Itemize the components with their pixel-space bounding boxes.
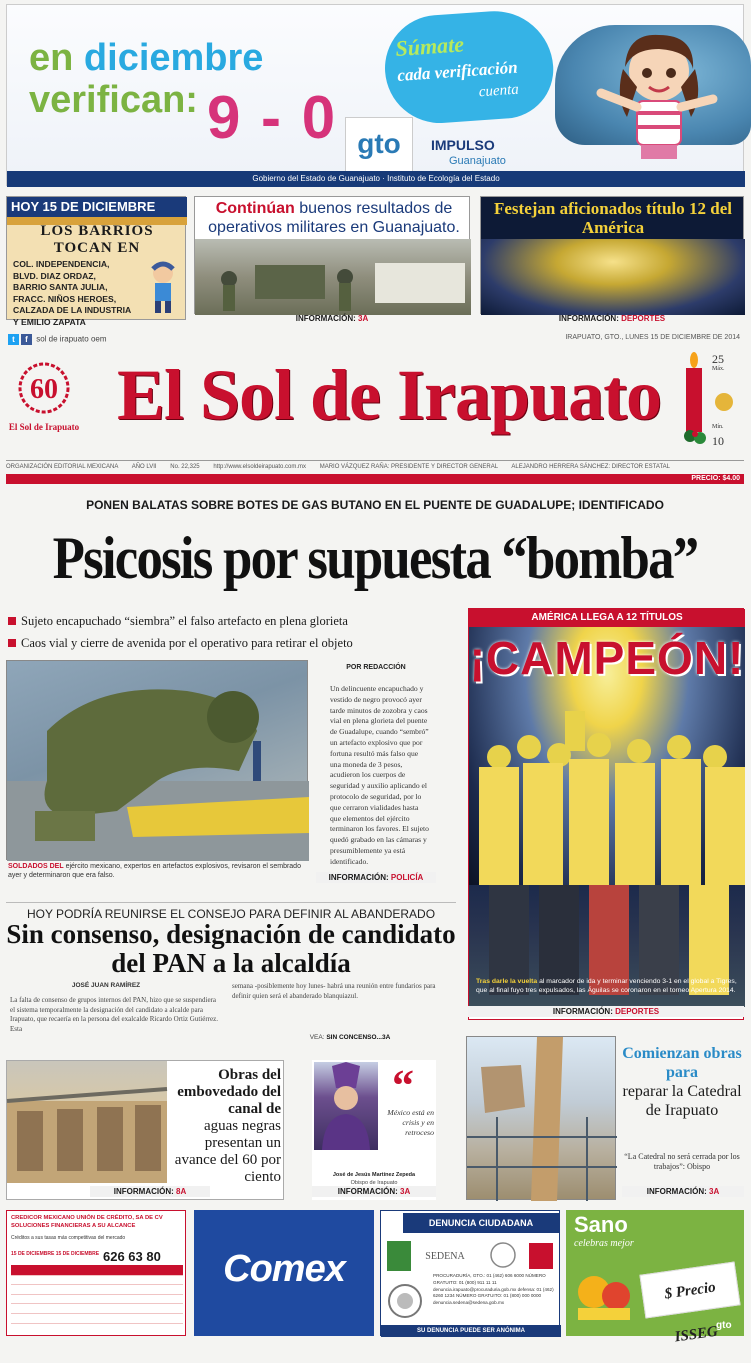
quote-author: José de Jesús Martínez Zepeda	[332, 1172, 416, 1178]
main-bullet-1-text: Sujeto encapuchado “siembra” el falso artefacto en plena glorieta	[21, 614, 348, 628]
pan-body-col-2: semana -posiblemente hoy lunes- habrá una reunión entre fundarios para definir quien será el abanderado blanquiazul.	[232, 982, 436, 1000]
america-fans-title: Festejan aficionados título 12 del América	[494, 199, 732, 237]
militares-info[interactable]: INFORMACIÓN: 3A	[295, 314, 369, 323]
impulso-subtitle: Guanajuato	[449, 155, 506, 167]
denuncia-footer: SU DENUNCIA PUEDE SER ANÓNIMA	[381, 1325, 561, 1337]
soldier-photo	[6, 660, 308, 860]
main-body-text: Un delincuente encapuchado y vestido de negro provocó ayer tarde minutos de zozobra y caos vial en plena glorieta del puente de Guadalupe, cuando “sembró” un artefacto explosivo que por fortuna resultó más falso que una moneda de 3 pesos, acudieron los cuerpos de seguridad y auxilio aplicando el protocolo de seguridad, por lo que cerraron vialidades hasta que elementos del ejército terminaron los favores. El sujeto quedó grabado en las cámaras y presumiblemente ya está identificado.	[330, 684, 429, 866]
credito-line-4: 15 DE DICIEMBRE 15 DE DICIEMBRE	[11, 1251, 100, 1257]
cloud-text-1: Súmate	[394, 31, 465, 62]
dateline: IRAPUATO, GTO., LUNES 15 DE DICIEMBRE DE 2014	[565, 334, 740, 341]
barrios-title-1: LOS BARRIOS	[40, 223, 154, 239]
anniversary-60-logo-icon	[8, 356, 80, 440]
campeon-caption: Tras darle la vuelta al marcador de ida y terminar venciendo 3-1 en el global a Tigres, que al final fuyo tres expulsados, las Águilas se coronaron en el torneo Apertura 2014.	[476, 978, 737, 994]
america-fans-info[interactable]: INFORMACIÓN: DEPORTES	[558, 314, 666, 323]
barrios-teaser[interactable]	[6, 196, 186, 327]
banner-line-2: verifican:	[29, 79, 198, 121]
catedral-quote: “La Catedral no será cerrada por los trabajos”: Obispo	[624, 1152, 740, 1171]
quote-author-title: Obispo de Irapuato	[350, 1180, 398, 1186]
credit-item: No. 22,325	[170, 464, 200, 470]
catedral-info-link[interactable]: INFORMACIÓN: 3A	[622, 1186, 744, 1197]
credit-item: ORGANIZACIÓN EDITORIAL MEXICANA	[6, 464, 119, 470]
credito-table	[11, 1265, 183, 1325]
campeon-feature[interactable]	[468, 608, 744, 1020]
main-bullet-2	[8, 636, 353, 651]
credito-line-3: Créditos a sus tasas más competitivas del mercado	[11, 1235, 126, 1241]
campeon-info-link[interactable]: INFORMACIÓN: DEPORTES	[468, 1006, 744, 1017]
comex-logo: Comex	[223, 1248, 345, 1290]
precio-isseg-tag: $ Precio ISSEG	[639, 1262, 740, 1319]
newspaper-masthead[interactable]: El Sol de Irapuato	[116, 355, 662, 435]
sano-advertisement[interactable]	[566, 1210, 744, 1346]
child-illustration-icon	[143, 259, 183, 315]
cloud-text-3: cuenta	[478, 81, 520, 101]
credito-title	[11, 1215, 183, 1230]
sano-fruit-illustration-icon	[572, 1262, 636, 1322]
barrios-title	[7, 223, 187, 257]
masthead-credits	[6, 460, 744, 474]
credit-item: AÑO LVII	[131, 464, 157, 470]
banner-line-1: en diciembre	[29, 37, 264, 79]
main-bullet-2-text: Caos vial y cierre de avenida por el operativo para retirar el objeto	[21, 636, 353, 650]
facebook-icon[interactable]: f	[21, 334, 32, 345]
cloud-text-2: cada verificación	[396, 57, 519, 85]
militares-teaser[interactable]	[194, 196, 470, 314]
procuraduria-seal-icon	[385, 1283, 425, 1319]
social-links[interactable]	[8, 334, 107, 345]
pan-headline[interactable]: Sin consenso, designación de candidato del PAN a la alcaldía	[6, 919, 456, 978]
main-headline[interactable]: Psicosis por supuesta “bomba”	[52, 525, 698, 591]
denuncia-header: DENUNCIA CIUDADANA	[403, 1213, 559, 1233]
obras-title: Obras del embovedado del canal de aguas negras presentan un avance del 60 por ciento	[174, 1067, 281, 1185]
america-fans-photo	[481, 239, 745, 315]
impulso-logo: IMPULSO	[431, 137, 495, 153]
denuncia-advertisement[interactable]	[380, 1210, 560, 1336]
main-bullet-1	[8, 614, 348, 629]
catedral-photo	[466, 1036, 616, 1200]
government-logos-icon	[385, 1239, 557, 1273]
pan-body-col-1: La falta de consenso de grupos internos del PAN, hizo que se suspendiera el sistema temporalmente la designación del candidato a alcalde para Irapuato, que recaería en la persona del exalcalde Ricardo Ortiz Gutiérrez. Esta	[10, 996, 218, 1033]
sano-title: Sano	[574, 1212, 628, 1237]
quote-mark-icon: “	[392, 1061, 414, 1110]
bishop-photo	[314, 1062, 378, 1150]
girl-illustration-icon	[597, 27, 717, 177]
social-handle: sol de irapuato oem	[36, 334, 107, 344]
credit-item: http://www.elsoldeirapuato.com.mx	[213, 464, 307, 470]
quote-text: México está en crisis y en retroceso	[387, 1108, 434, 1137]
svg-text:60: 60	[30, 374, 58, 405]
catedral-title[interactable]: Comienzan obras para reparar la Catedral de Irapuato	[622, 1045, 742, 1119]
pan-byline: JOSÉ JUAN RAMÍREZ	[71, 982, 141, 989]
credito-advertisement[interactable]	[6, 1210, 186, 1336]
temperature-max: 25	[712, 352, 724, 366]
temperature-min-label: Mín.	[712, 424, 724, 430]
price-label: PRECIO: $4.00	[691, 475, 740, 482]
sano-gto-logo: gto	[716, 1320, 732, 1331]
barrios-body: COL. INDEPENDENCIA, BLVD. DIAZ ORDAZ, BARRIO SANTA JULIA, FRACC. NIÑOS HEROES, CALZADA DE LA INDUSTRIA Y EMILIO ZAPATA	[13, 259, 131, 327]
masthead-red-rule	[6, 474, 744, 484]
banner-digits: 9 - 0	[207, 84, 338, 151]
america-fans-teaser[interactable]	[480, 196, 744, 314]
bullet-square-icon	[8, 617, 16, 625]
militares-title: Continúan buenos resultados de operativos militares en Guanajuato.	[208, 200, 460, 236]
twitter-icon[interactable]: t	[8, 334, 19, 345]
credit-item: ALEJANDRO HERRERA SÁNCHEZ: DIRECTOR ESTATAL	[511, 464, 671, 470]
credito-phone[interactable]: 626 63 80	[103, 1249, 161, 1264]
bishop-quote[interactable]	[312, 1060, 436, 1200]
credit-item: MARIO VÁZQUEZ RAÑA: PRESIDENTE Y DIRECTOR GENERAL	[319, 464, 499, 470]
banner-cloud	[381, 7, 556, 126]
sano-subtitle: celebras mejor	[574, 1238, 634, 1249]
temperature-min: 10	[712, 434, 724, 448]
obras-photo	[7, 1061, 167, 1183]
temperature-max-label: Máx.	[712, 366, 725, 372]
quote-info-link[interactable]: INFORMACIÓN: 3A	[312, 1186, 436, 1197]
campeon-kicker: AMÉRICA LLEGA A 12 TÍTULOS	[469, 609, 745, 627]
credito-line-2: SOLUCIONES FINANCIERAS A SU ALCANCE	[11, 1222, 136, 1229]
main-byline: POR REDACCIÓN	[346, 664, 406, 671]
banner-footer: Gobierno del Estado de Guanajuato · Instituto de Ecología del Estado	[7, 171, 745, 187]
militares-photo	[195, 239, 471, 315]
obras-teaser[interactable]	[6, 1060, 284, 1200]
denuncia-body: PROCURADURÍA, GTO.: 01 (462) 606 6000 NÚMERO GRATUITO: 01 (800) 911 11 11 denuncia.irapuato@procuraduria.gob.mx defensa: 01 (462) 6260 1234 NÚMERO GRATUITO: 01 (800) 000 0000 denuncia.sedena@sedena.gob.mx	[433, 1273, 554, 1306]
barrios-header: HOY 15 DE DICIEMBRE	[7, 197, 187, 217]
main-photo-caption: SOLDADOS DEL ejército mexicano, expertos en artefactos explosivos, revisaron el sembrado ayer y determinaron que era falso.	[8, 863, 301, 879]
credito-line-1: CREDICOR MEXICANO UNIÓN DE CRÉDITO, SA DE CV	[11, 1215, 163, 1221]
main-story-kicker: PONEN BALATAS SOBRE BOTES DE GAS BUTANO EN EL PUENTE DE GUADALUPE; IDENTIFICADO	[86, 498, 664, 512]
svg-text:SEDENA: SEDENA	[425, 1251, 465, 1262]
bullet-square-icon	[8, 639, 16, 647]
svg-text:El Sol de Irapuato: El Sol de Irapuato	[8, 422, 80, 432]
pan-reference[interactable]: VEA: SIN CONCENSO...3A	[309, 1034, 391, 1041]
gto-logo: gto	[345, 117, 413, 179]
main-info-link[interactable]: INFORMACIÓN: POLICÍA	[316, 872, 436, 883]
pan-kicker: HOY PODRÍA REUNIRSE EL CONSEJO PARA DEFINIR AL ABANDERADO	[6, 902, 456, 921]
obras-info-link[interactable]: INFORMACIÓN: 8A	[90, 1186, 210, 1197]
top-advertisement-banner[interactable]	[6, 4, 744, 186]
campeon-title: ¡CAMPEÓN!	[469, 632, 745, 684]
barrios-title-2: TOCAN EN	[53, 240, 141, 256]
comex-advertisement[interactable]	[194, 1210, 374, 1336]
